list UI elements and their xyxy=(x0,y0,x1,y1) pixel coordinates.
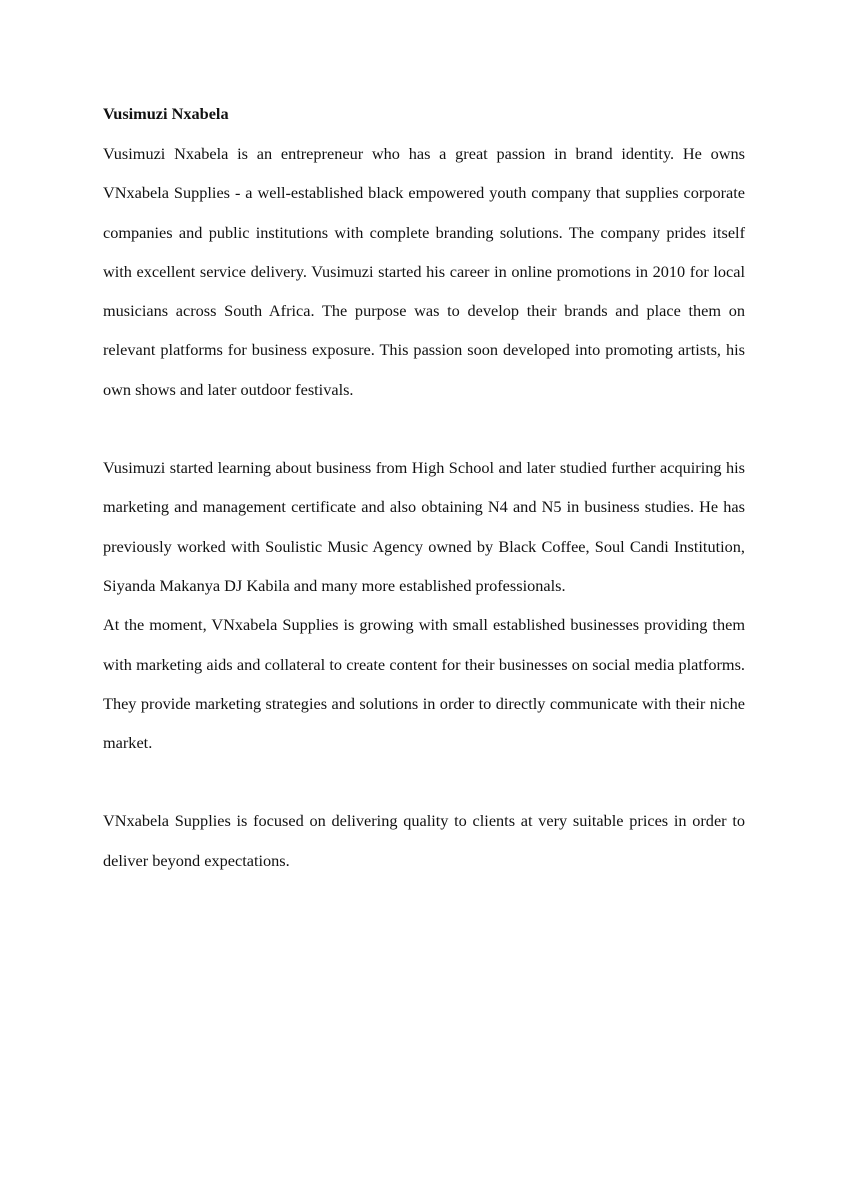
paragraph-focus: VNxabela Supplies is focused on delivering quality to clients at very suitable prices in order to deliver beyond expectations. xyxy=(103,811,745,870)
document-title: Vusimuzi Nxabela xyxy=(103,104,229,123)
paragraph-education: Vusimuzi started learning about business from High School and later studied further acquiring his marketing and management certificate and also obtaining N4 and N5 in business studies. He has previously worked with Soulistic Music Agency owned by Black Coffee, Soul Candi Institution, Siyanda Makanya DJ Kabila and many more established professionals. xyxy=(103,458,745,595)
paragraph-current-business: At the moment, VNxabela Supplies is growing with small established businesses providing them with marketing aids and collateral to create content for their businesses on social media platforms. They provide marketing strategies and solutions in order to directly communicate with their niche market. xyxy=(103,615,745,753)
paragraph-intro: Vusimuzi Nxabela is an entrepreneur who has a great passion in brand identity. He owns VNxabela Supplies - a well-established black empowered youth company that supplies corporate companies and public institutions with complete branding solutions. The company prides itself with excellent service delivery. Vusimuzi started his career in online promotions in 2010 for local musicians across South Africa. The purpose was to develop their brands and place them on relevant platforms for business exposure. This passion soon developed into promoting artists, his own shows and later outdoor festivals. xyxy=(103,144,745,399)
document-body xyxy=(103,101,745,880)
